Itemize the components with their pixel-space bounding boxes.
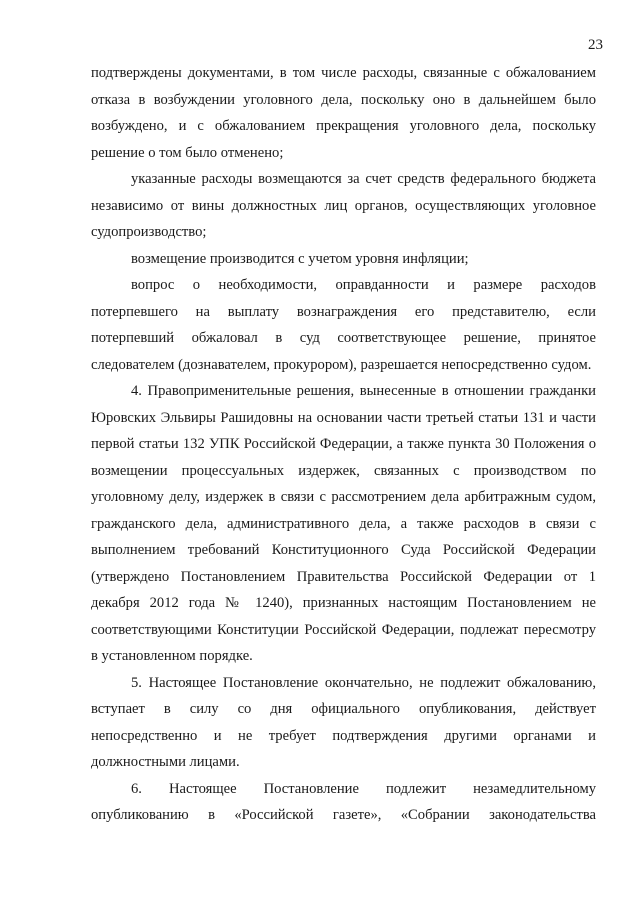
paragraph-item-4: 4. Правоприменительные решения, вынесенные в отношении гражданки Юровских Эльвиры Рашидовны на основании части третьей статьи 131 и части первой статьи 132 УПК Российской Федерации, а также пункта 30 Положения о возмещении процессуальных издержек, связанных с производством по уголовному делу, издержек в связи с рассмотрением дела арбитражным судом, гражданского дела, административного дела, а также расходов в связи с выполнением требований Конституционного Суда Российской Федерации (утверждено Постановлением Правительства Российской Федерации от 1 декабря 2012 года № 1240), признанных настоящим Постановлением не соответствующими Конституции Российской Федерации, подлежат пересмотру в установленном порядке. (91, 383, 596, 664)
paragraph-inflation: возмещение производится с учетом уровня инфляции; (131, 250, 469, 267)
page-number: 23 (588, 37, 603, 53)
paragraph-expenses-compensation: указанные расходы возмещаются за счет средств федерального бюджета независимо от вины должностных лиц органов, осуществляющих уголовное судопроизводство; (91, 171, 596, 240)
paragraph-continuation: подтверждены документами, в том числе расходы, связанные с обжалованием отказа в возбуждении уголовного дела, поскольку оно в дальнейшем было возбуждено, и с обжалованием прекращения уголовного дела, поскольку решение о том было отменено; (91, 65, 596, 161)
paragraph-item-5: 5. Настоящее Постановление окончательно, не подлежит обжалованию, вступает в силу со дня официального опубликования, действует непосредственно и не требует подтверждения другими органами и должностными лицами. (91, 674, 596, 770)
paragraph-item-6: 6. Настоящее Постановление подлежит незамедлительному опубликованию в «Российской газете», «Собрании законодательства (91, 780, 596, 823)
paragraph-representative-fees: вопрос о необходимости, оправданности и размере расходов потерпевшего на выплату вознаграждения его представителю, если потерпевший обжаловал в суд соответствующее решение, принятое следователем (дознавателем, прокурором), разрешается непосредственно судом. (91, 277, 596, 373)
document-body (91, 60, 596, 829)
